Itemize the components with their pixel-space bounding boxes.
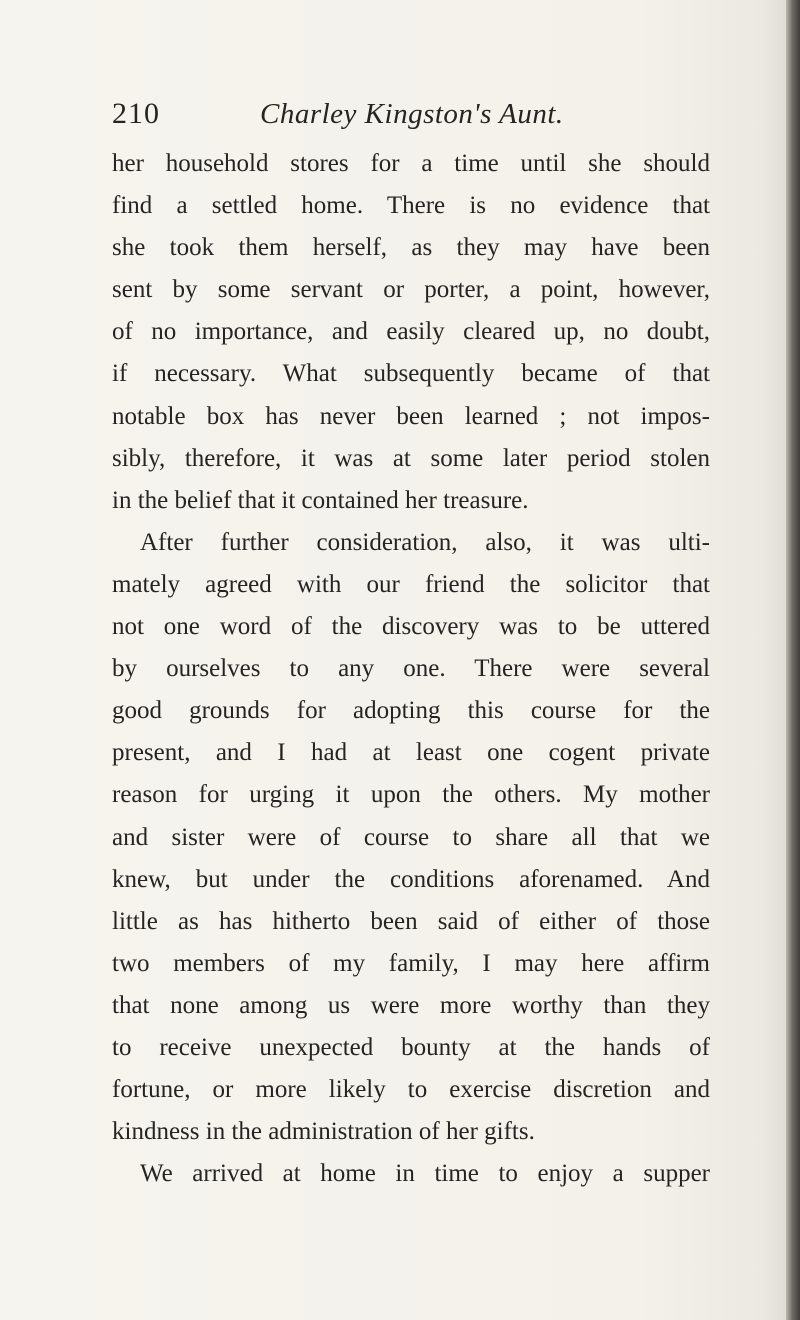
text-line: if necessary. What subsequently became of that xyxy=(112,360,710,388)
text-line: little as has hitherto been said of either of those xyxy=(112,907,710,935)
body-text xyxy=(112,143,710,1195)
text-line: by ourselves to any one. There were several xyxy=(112,655,710,683)
text-line: fortune, or more likely to exercise discretion and xyxy=(112,1076,710,1104)
text-line: mately agreed with our friend the solicitor that xyxy=(112,570,710,598)
text-line: find a settled home. There is no evidence that xyxy=(112,192,710,220)
text-line: in the belief that it contained her treasure. xyxy=(112,486,529,514)
running-head xyxy=(112,94,722,134)
page-binding-edge xyxy=(786,0,800,1320)
page-number: 210 xyxy=(112,97,160,130)
text-line: reason for urging it upon the others. My mother xyxy=(112,781,710,809)
text-line: good grounds for adopting this course for the xyxy=(112,697,710,725)
text-line: that none among us were more worthy than they xyxy=(112,991,710,1019)
text-line: present, and I had at least one cogent private xyxy=(112,739,710,767)
text-line: her household stores for a time until she should xyxy=(112,150,710,177)
running-title: Charley Kingston's Aunt. xyxy=(260,98,564,130)
text-line: sent by some servant or porter, a point, however, xyxy=(112,276,710,304)
text-line: and sister were of course to share all that we xyxy=(112,823,710,851)
text-line: she took them herself, as they may have been xyxy=(112,234,710,262)
text-line: two members of my family, I may here affirm xyxy=(112,949,710,977)
text-line: notable box has never been learned ; not impos- xyxy=(112,402,710,430)
text-line: to receive unexpected bounty at the hands of xyxy=(112,1033,710,1061)
text-line: After further consideration, also, it was ulti- xyxy=(140,528,710,556)
text-line: sibly, therefore, it was at some later period stolen xyxy=(112,444,710,472)
text-line: not one word of the discovery was to be uttered xyxy=(112,613,710,641)
text-line: knew, but under the conditions aforenamed. And xyxy=(112,865,710,893)
text-line: kindness in the administration of her gifts. xyxy=(112,1118,535,1146)
text-line: of no importance, and easily cleared up, no doubt, xyxy=(112,318,710,346)
text-line: We arrived at home in time to enjoy a supper xyxy=(140,1160,710,1188)
